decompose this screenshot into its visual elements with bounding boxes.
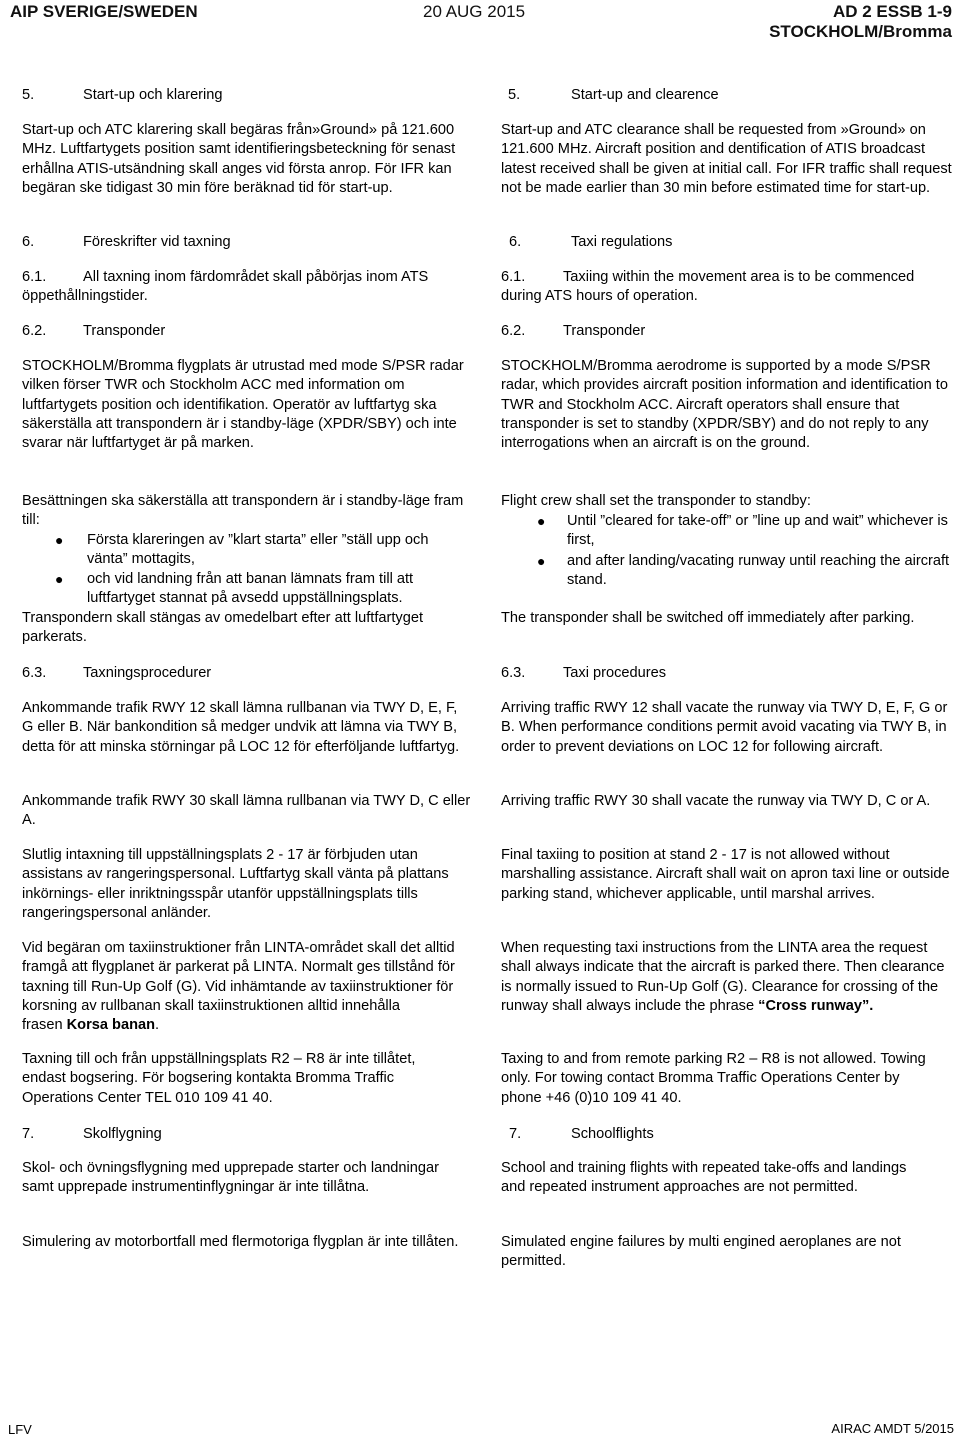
en-section-7-title: Schoolflights	[571, 1126, 654, 1142]
en-section-6-2-paragraph-3: The transponder shall be switched off immediately after parking.	[501, 610, 915, 626]
en-section-5-text: Start-up and ATC clearance shall be requested from »Ground» on 121.600 MHz. Aircraft position and dentification of ATIS broadcast latest received shall be given at initial call. For IFR traffic shall request not be made earlier than 30 min before estimated time for start-up.	[501, 122, 952, 196]
sv-section-5-number: 5.	[22, 87, 35, 103]
header-publication: AIP SVERIGE/SWEDEN	[10, 2, 198, 21]
en-bullet-2-text: and after landing/vacating runway until reaching the aircraft stand.	[567, 552, 950, 588]
sv-section-6-title: Föreskrifter vid taxning	[83, 234, 231, 250]
en-paragraph-4-text: When requesting taxi instructions from the LINTA area the request shall always indicate that the aircraft is parked there. Then clearance is normally issued to Run-Up Golf (G). Clearance for crossing of the runway shall always include the phrase	[501, 940, 945, 1014]
bullet-icon: ●	[537, 552, 546, 569]
sv-section-7-number: 7.	[22, 1126, 35, 1142]
sv-paragraph-4-text: Vid begäran om taxiinstruktioner från LINTA-området skall det alltid framgå att flygplanet är parkerat på LINTA. Normalt ges tillstånd för taxning till Run-Up Golf (G). Vid inhämtande av taxiinstruktioner för korsning av rullbanan skall taxiinstruktionen alltid innehålla frasen	[22, 940, 455, 1034]
en-section-6-number: 6.	[509, 234, 522, 250]
sv-section-6-number: 6.	[22, 234, 35, 250]
sv-section-6-3-number: 6.3.	[22, 665, 47, 681]
sv-section-6-2-paragraph-1: STOCKHOLM/Bromma flygplats är utrustad med mode S/PSR radar vilken förser TWR och Stockholm ACC med information om luftfartygets position och identifikation. Operatör av luftfartyg ska säkerställa att transpondern är i standby-läge (XPDR/SBY) och inte svarar när luftfartyget är på marken.	[22, 358, 464, 452]
en-section-7-paragraph-2: Simulated engine failures by multi engined aeroplanes are not permitted.	[501, 1234, 901, 1270]
en-section-6-3-title: Taxi procedures	[563, 665, 667, 681]
en-section-6-3-number: 6.3.	[501, 665, 526, 681]
en-section-5-title: Start-up and clearence	[571, 87, 719, 103]
en-section-6-1-text: Taxiing within the movement area is to be commenced during ATS hours of operation.	[501, 269, 915, 305]
sv-section-5-title: Start-up och klarering	[83, 87, 223, 103]
en-phrase-cross-runway: “Cross runway”	[758, 997, 870, 1014]
en-section-6-3-paragraph-3: Final taxiing to position at stand 2 - 17 is not allowed without marshalling assistance. Aircraft shall wait on apron taxi line or outside parking stand, whichever applicable, until marshal arrives.	[501, 847, 950, 902]
en-section-6-heading	[509, 233, 673, 252]
footer-amendment: AIRAC AMDT 5/2015	[831, 1421, 954, 1436]
sv-section-7-heading	[22, 1125, 162, 1144]
list-item	[22, 531, 472, 570]
header-page-ref: AD 2 ESSB 1-9	[832, 2, 952, 21]
en-section-7-number: 7.	[509, 1126, 522, 1142]
sv-section-6-3-paragraph-3: Slutlig intaxning till uppställningsplats 2 - 17 är förbjuden utan assistans av rangeringspersonal. Luftfartyg skall vänta på plattans inkörnings- eller inriktningsspår utanför uppställningsplats tills rangeringspersonal anländer.	[22, 847, 449, 921]
sv-section-6-3-paragraph-4	[22, 939, 472, 1035]
sv-section-6-2-number: 6.2.	[22, 323, 47, 339]
en-section-6-3-paragraph-5: Taxing to and from remote parking R2 – R8 is not allowed. Towing only. For towing contact Bromma Traffic Operations Center by phone +46 (0)10 109 41 40.	[501, 1051, 926, 1106]
sv-section-6-1-text: All taxning inom färdområdet skall påbörjas inom ATS öppethållningstider.	[22, 269, 429, 305]
en-section-6-3-paragraph-4	[501, 939, 957, 1016]
header-date: 20 AUG 2015	[423, 2, 526, 21]
sv-phrase-korsa-banan: Korsa banan	[66, 1017, 156, 1034]
sv-section-6-2-heading	[22, 322, 166, 341]
sv-section-5-text: Start-up och ATC klarering skall begäras från»Ground» på 121.600 MHz. Luftfartygets position samt identifieringsbeteckning för senast erhållna ATIS-utsändning skall anges vid första anrop. För IFR kan begäran ske tidigast 30 min före beräknad tid för start-up.	[22, 122, 456, 196]
bullet-icon: ●	[55, 532, 64, 548]
sv-section-6-3-title: Taxningsprocedurer	[83, 665, 212, 681]
sv-paragraph-4-end: .	[155, 1017, 160, 1034]
sv-section-6-2-paragraph-3: Transpondern skall stängas av omedelbart efter att luftfartyget parkerats.	[22, 610, 424, 646]
en-section-7-heading	[509, 1125, 654, 1144]
en-section-5-heading	[508, 86, 719, 105]
en-section-7-paragraph-1: School and training flights with repeated take-offs and landings and repeated instrument approaches are not permitted.	[501, 1160, 907, 1196]
sv-section-6-3-paragraph-5: Taxning till och från uppställningsplats R2 – R8 är inte tillåtet, endast bogsering. För bogsering kontakta Bromma Traffic Operations Center TEL 010 109 41 40.	[22, 1051, 416, 1106]
en-section-6-title: Taxi regulations	[571, 234, 673, 250]
list-item	[22, 570, 472, 609]
en-section-6-3-paragraph-2: Arriving traffic RWY 30 shall vacate the runway via TWY D, C or A.	[501, 793, 931, 809]
en-section-6-2-number: 6.2.	[501, 323, 526, 339]
sv-section-7-paragraph-2: Simulering av motorbortfall med flermotoriga flygplan är inte tillåten.	[22, 1234, 459, 1250]
en-section-6-2-paragraph-2: Flight crew shall set the transponder to standby:	[501, 493, 811, 509]
en-section-6-2-paragraph-1: STOCKHOLM/Bromma aerodrome is supported by a mode S/PSR radar, which provides aircraft position information and identification to TWR and Stockholm ACC. Aircraft operators shall ensure that transponder is set to standby (XPDR/SBY) and do not reply to any interrogations when an aircraft is on the ground.	[501, 358, 948, 452]
sv-section-6-2-paragraph-2: Besättningen ska säkerställa att transpondern är i standby-läge fram till:	[22, 493, 464, 529]
sv-section-6-3-heading	[22, 664, 212, 683]
sv-section-7-title: Skolflygning	[83, 1126, 162, 1142]
en-section-6-3-paragraph-1: Arriving traffic RWY 12 shall vacate the runway via TWY D, E, F, G or B. When performance conditions permit avoid vacating via TWY B, in order to prevent deviations on LOC 12 for following aircraft.	[501, 700, 948, 755]
sv-section-6-2-list	[22, 531, 472, 608]
sv-section-7-paragraph-1: Skol- och övningsflygning med upprepade starter och landningar samt upprepade instrumentinflygningar är inte tillåtna.	[22, 1160, 439, 1196]
en-section-6-1-number: 6.1.	[501, 269, 526, 285]
en-section-6-3-heading	[501, 664, 667, 683]
header-aerodrome: STOCKHOLM/Bromma	[769, 22, 952, 41]
sv-section-6-3-paragraph-1: Ankommande trafik RWY 12 skall lämna rullbanan via TWY D, E, F, G eller B. När bankondition så medger undvik att lämna via TWY B, detta för att minska störningar på LOC 12 för efterföljande luftfartyg.	[22, 700, 460, 755]
sv-section-6-1-number: 6.1.	[22, 269, 47, 285]
sv-bullet-1-text: Första klareringen av ”klart starta” eller ”ställ upp och vänta” mottagits,	[87, 532, 429, 568]
en-section-6-2-list	[501, 512, 953, 590]
bullet-icon: ●	[537, 513, 546, 529]
en-paragraph-4-end: .	[869, 997, 874, 1014]
en-section-5-number: 5.	[508, 87, 521, 103]
list-item	[501, 552, 953, 591]
sv-section-6-heading	[22, 233, 231, 252]
bullet-icon: ●	[55, 570, 64, 587]
en-section-6-2-heading	[501, 322, 646, 341]
list-item	[501, 512, 953, 551]
en-section-6-2-title: Transponder	[563, 323, 646, 339]
footer-publisher: LFV	[8, 1422, 32, 1437]
sv-section-5-heading	[22, 86, 223, 105]
sv-section-6-2-title: Transponder	[83, 323, 166, 339]
sv-bullet-2-text: och vid landning från att banan lämnats fram till att luftfartyget stannat på avsedd uppställningsplats.	[87, 570, 414, 606]
sv-section-6-3-paragraph-2: Ankommande trafik RWY 30 skall lämna rullbanan via TWY D, C eller A.	[22, 793, 471, 829]
en-bullet-1-text: Until ”cleared for take-off” or ”line up and wait” whichever is first,	[567, 513, 948, 549]
